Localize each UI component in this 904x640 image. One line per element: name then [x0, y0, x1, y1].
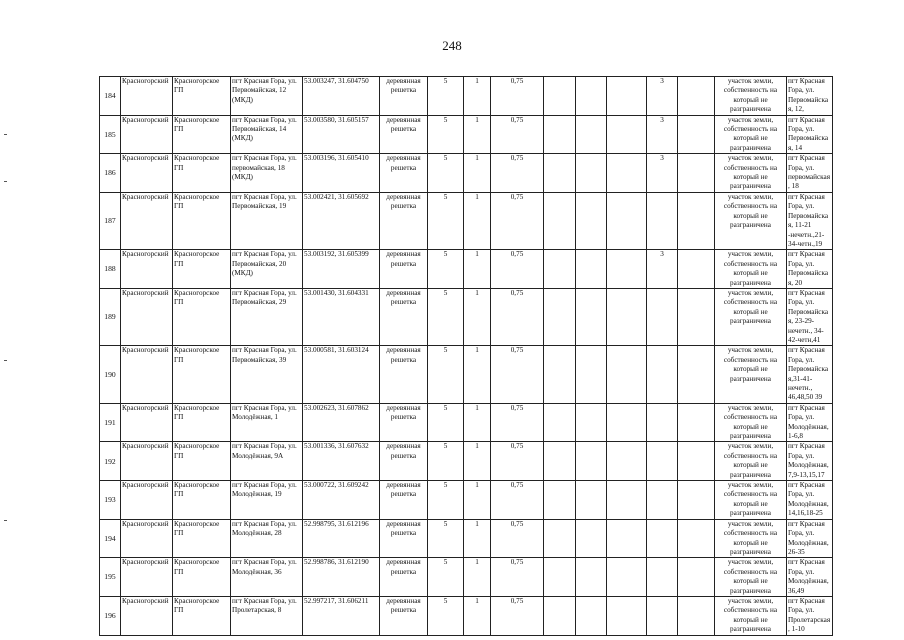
coordinates-cell: 53.001430, 31.604331 — [303, 288, 380, 345]
container-count-cell: 1 — [464, 154, 491, 193]
container-volume-cell: 0,75 — [491, 346, 544, 403]
table-row — [100, 403, 833, 442]
empty-cell — [544, 442, 576, 481]
cover-type-cell: деревянная решетка — [380, 558, 428, 597]
container-volume-cell: 0,75 — [491, 250, 544, 289]
row-number: 189 — [100, 288, 121, 345]
table-row — [100, 154, 833, 193]
land-ownership-cell: участок земли, собственность на который не разграничена — [715, 481, 787, 520]
district-cell: Красногорский — [121, 481, 173, 520]
bunker-count-cell: 3 — [647, 77, 678, 116]
table-row — [100, 346, 833, 403]
empty-cell — [607, 519, 647, 558]
table-row — [100, 481, 833, 520]
container-count-cell: 1 — [464, 115, 491, 154]
settlement-cell: Красногорское ГП — [173, 77, 231, 116]
settlement-cell: Красногорское ГП — [173, 481, 231, 520]
bunker-count-cell — [647, 192, 678, 249]
bunker-count-cell — [647, 442, 678, 481]
area-count-cell: 5 — [428, 154, 464, 193]
land-ownership-cell: участок земли, собственность на который не разграничена — [715, 250, 787, 289]
land-ownership-cell: участок земли, собственность на который не разграничена — [715, 346, 787, 403]
district-cell: Красногорский — [121, 442, 173, 481]
coordinates-cell: 53.002421, 31.605692 — [303, 192, 380, 249]
empty-cell — [576, 558, 607, 597]
area-count-cell: 5 — [428, 519, 464, 558]
container-count-cell: 1 — [464, 192, 491, 249]
container-count-cell: 1 — [464, 481, 491, 520]
cover-type-cell: деревянная решетка — [380, 250, 428, 289]
waste-source-cell: пгт Красная Гора, ул. первомайская, 18 — [787, 154, 833, 193]
cover-type-cell: деревянная решетка — [380, 596, 428, 635]
coordinates-cell: 53.003247, 31.604750 — [303, 77, 380, 116]
cover-type-cell: деревянная решетка — [380, 288, 428, 345]
empty-cell — [576, 288, 607, 345]
row-number: 193 — [100, 481, 121, 520]
container-count-cell: 1 — [464, 403, 491, 442]
empty-cell — [607, 77, 647, 116]
container-count-cell: 1 — [464, 519, 491, 558]
table-row — [100, 250, 833, 289]
empty-cell — [678, 442, 715, 481]
waste-source-cell: пгт Красная Гора, ул. Первомайская, 20 — [787, 250, 833, 289]
address-cell: пгт Красная Гора, ул. Первомайская, 12 (МКД) — [231, 77, 303, 116]
address-cell: пгт Красная Гора, ул. Первомайская, 20 (МКД) — [231, 250, 303, 289]
empty-cell — [678, 403, 715, 442]
table-row — [100, 115, 833, 154]
table-row — [100, 596, 833, 635]
land-ownership-cell: участок земли, собственность на который не разграничена — [715, 192, 787, 249]
row-number: 196 — [100, 596, 121, 635]
table-row — [100, 519, 833, 558]
address-cell: пгт Красная Гора, ул. Первомайская, 29 — [231, 288, 303, 345]
settlement-cell: Красногорское ГП — [173, 519, 231, 558]
container-count-cell: 1 — [464, 346, 491, 403]
bunker-count-cell: 3 — [647, 115, 678, 154]
empty-cell — [607, 346, 647, 403]
waste-source-cell: пгт Красная Гора, ул. Молодёжная, 1-6,8 — [787, 403, 833, 442]
container-volume-cell: 0,75 — [491, 77, 544, 116]
address-cell: пгт Красная Гора, ул. Первомайская, 39 — [231, 346, 303, 403]
area-count-cell: 5 — [428, 403, 464, 442]
container-count-cell: 1 — [464, 442, 491, 481]
waste-source-cell: пгт Красная Гора, ул. Первомайская, 12, — [787, 77, 833, 116]
waste-source-cell: пгт Красная Гора, ул. Молодёжная, 26-35 — [787, 519, 833, 558]
area-count-cell: 5 — [428, 596, 464, 635]
waste-source-cell: пгт Красная Гора, ул. Молодёжная, 14,16,18-25 — [787, 481, 833, 520]
cover-type-cell: деревянная решетка — [380, 77, 428, 116]
empty-cell — [544, 154, 576, 193]
waste-source-cell: пгт Красная Гора, ул. Первомайская, 14 — [787, 115, 833, 154]
margin-mark — [4, 134, 7, 135]
bunker-count-cell — [647, 558, 678, 597]
land-ownership-cell: участок земли, собственность на который не разграничена — [715, 442, 787, 481]
row-number: 184 — [100, 77, 121, 116]
empty-cell — [544, 403, 576, 442]
address-cell: пгт Красная Гора, ул. Первомайская, 19 — [231, 192, 303, 249]
cover-type-cell: деревянная решетка — [380, 519, 428, 558]
empty-cell — [544, 192, 576, 249]
bunker-count-cell — [647, 346, 678, 403]
empty-cell — [607, 154, 647, 193]
cover-type-cell: деревянная решетка — [380, 154, 428, 193]
registry-table — [99, 76, 833, 636]
container-volume-cell: 0,75 — [491, 115, 544, 154]
land-ownership-cell: участок земли, собственность на который не разграничена — [715, 154, 787, 193]
empty-cell — [576, 596, 607, 635]
cover-type-cell: деревянная решетка — [380, 115, 428, 154]
cover-type-cell: деревянная решетка — [380, 442, 428, 481]
cover-type-cell: деревянная решетка — [380, 192, 428, 249]
empty-cell — [678, 192, 715, 249]
district-cell: Красногорский — [121, 154, 173, 193]
row-number: 194 — [100, 519, 121, 558]
settlement-cell: Красногорское ГП — [173, 403, 231, 442]
settlement-cell: Красногорское ГП — [173, 442, 231, 481]
waste-source-cell: пгт Красная Гора, ул. Пролетарская, 1-10 — [787, 596, 833, 635]
district-cell: Красногорский — [121, 250, 173, 289]
container-volume-cell: 0,75 — [491, 192, 544, 249]
row-number: 186 — [100, 154, 121, 193]
coordinates-cell: 53.000722, 31.609242 — [303, 481, 380, 520]
empty-cell — [576, 115, 607, 154]
container-volume-cell: 0,75 — [491, 558, 544, 597]
land-ownership-cell: участок земли, собственность на который не разграничена — [715, 77, 787, 116]
settlement-cell: Красногорское ГП — [173, 346, 231, 403]
address-cell: пгт Красная Гора, ул. Молодёжная, 19 — [231, 481, 303, 520]
district-cell: Красногорский — [121, 192, 173, 249]
cover-type-cell: деревянная решетка — [380, 403, 428, 442]
area-count-cell: 5 — [428, 558, 464, 597]
waste-source-cell: пгт Красная Гора, ул. Первомайская,31-41-нечетн., 46,48,50 39 — [787, 346, 833, 403]
empty-cell — [607, 403, 647, 442]
empty-cell — [607, 115, 647, 154]
area-count-cell: 5 — [428, 442, 464, 481]
empty-cell — [576, 403, 607, 442]
land-ownership-cell: участок земли, собственность на который не разграничена — [715, 558, 787, 597]
coordinates-cell: 52.998786, 31.612190 — [303, 558, 380, 597]
empty-cell — [607, 596, 647, 635]
coordinates-cell: 53.003192, 31.605399 — [303, 250, 380, 289]
district-cell: Красногорский — [121, 115, 173, 154]
container-count-cell: 1 — [464, 77, 491, 116]
district-cell: Красногорский — [121, 403, 173, 442]
empty-cell — [678, 288, 715, 345]
row-number: 195 — [100, 558, 121, 597]
bunker-count-cell — [647, 288, 678, 345]
coordinates-cell: 53.001336, 31.607632 — [303, 442, 380, 481]
table-row — [100, 558, 833, 597]
waste-source-cell: пгт Красная Гора, ул. Первомайская, 11-21 -нечетн.,21-34-четн.,19 — [787, 192, 833, 249]
land-ownership-cell: участок земли, собственность на который не разграничена — [715, 403, 787, 442]
empty-cell — [544, 558, 576, 597]
table-row — [100, 77, 833, 116]
container-count-cell: 1 — [464, 288, 491, 345]
settlement-cell: Красногорское ГП — [173, 250, 231, 289]
area-count-cell: 5 — [428, 192, 464, 249]
empty-cell — [678, 77, 715, 116]
container-volume-cell: 0,75 — [491, 154, 544, 193]
empty-cell — [544, 481, 576, 520]
container-count-cell: 1 — [464, 596, 491, 635]
district-cell: Красногорский — [121, 346, 173, 403]
district-cell: Красногорский — [121, 596, 173, 635]
district-cell: Красногорский — [121, 77, 173, 116]
empty-cell — [607, 558, 647, 597]
coordinates-cell: 52.997217, 31.606211 — [303, 596, 380, 635]
empty-cell — [544, 250, 576, 289]
container-count-cell: 1 — [464, 250, 491, 289]
district-cell: Красногорский — [121, 558, 173, 597]
settlement-cell: Красногорское ГП — [173, 288, 231, 345]
land-ownership-cell: участок земли, собственность на который не разграничена — [715, 596, 787, 635]
land-ownership-cell: участок земли, собственность на который не разграничена — [715, 288, 787, 345]
bunker-count-cell — [647, 481, 678, 520]
bunker-count-cell — [647, 403, 678, 442]
area-count-cell: 5 — [428, 115, 464, 154]
coordinates-cell: 53.003196, 31.605410 — [303, 154, 380, 193]
land-ownership-cell: участок земли, собственность на который не разграничена — [715, 519, 787, 558]
container-volume-cell: 0,75 — [491, 481, 544, 520]
empty-cell — [576, 519, 607, 558]
container-volume-cell: 0,75 — [491, 403, 544, 442]
settlement-cell: Красногорское ГП — [173, 558, 231, 597]
settlement-cell: Красногорское ГП — [173, 596, 231, 635]
address-cell: пгт Красная Гора, ул. Молодёжная, 36 — [231, 558, 303, 597]
empty-cell — [576, 192, 607, 249]
margin-mark — [4, 181, 7, 182]
margin-mark — [4, 520, 7, 521]
row-number: 192 — [100, 442, 121, 481]
empty-cell — [544, 519, 576, 558]
waste-source-cell: пгт Красная Гора, ул. Молодёжная, 7,9-13,15,17 — [787, 442, 833, 481]
empty-cell — [607, 288, 647, 345]
settlement-cell: Красногорское ГП — [173, 192, 231, 249]
empty-cell — [576, 250, 607, 289]
container-volume-cell: 0,75 — [491, 519, 544, 558]
empty-cell — [678, 250, 715, 289]
empty-cell — [544, 346, 576, 403]
area-count-cell: 5 — [428, 288, 464, 345]
area-count-cell: 5 — [428, 481, 464, 520]
container-volume-cell: 0,75 — [491, 596, 544, 635]
address-cell: пгт Красная Гора, ул. Молодёжная, 28 — [231, 519, 303, 558]
empty-cell — [544, 115, 576, 154]
empty-cell — [576, 77, 607, 116]
table-row — [100, 288, 833, 345]
address-cell: пгт Красная Гора, ул. первомайская, 18 (МКД) — [231, 154, 303, 193]
container-count-cell: 1 — [464, 558, 491, 597]
empty-cell — [607, 192, 647, 249]
empty-cell — [678, 519, 715, 558]
container-volume-cell: 0,75 — [491, 442, 544, 481]
page-number: 248 — [442, 38, 462, 53]
empty-cell — [607, 250, 647, 289]
row-number: 185 — [100, 115, 121, 154]
empty-cell — [576, 442, 607, 481]
address-cell: пгт Красная Гора, ул. Пролетарская, 8 — [231, 596, 303, 635]
empty-cell — [544, 596, 576, 635]
row-number: 187 — [100, 192, 121, 249]
empty-cell — [576, 481, 607, 520]
empty-cell — [678, 481, 715, 520]
coordinates-cell: 53.000581, 31.603124 — [303, 346, 380, 403]
coordinates-cell: 52.998795, 31.612196 — [303, 519, 380, 558]
empty-cell — [678, 596, 715, 635]
empty-cell — [544, 77, 576, 116]
empty-cell — [678, 346, 715, 403]
empty-cell — [678, 154, 715, 193]
empty-cell — [607, 481, 647, 520]
area-count-cell: 5 — [428, 77, 464, 116]
empty-cell — [544, 288, 576, 345]
margin-mark — [4, 360, 7, 361]
settlement-cell: Красногорское ГП — [173, 115, 231, 154]
district-cell: Красногорский — [121, 288, 173, 345]
address-cell: пгт Красная Гора, ул. Молодёжная, 1 — [231, 403, 303, 442]
land-ownership-cell: участок земли, собственность на который не разграничена — [715, 115, 787, 154]
coordinates-cell: 53.003580, 31.605157 — [303, 115, 380, 154]
district-cell: Красногорский — [121, 519, 173, 558]
bunker-count-cell: 3 — [647, 154, 678, 193]
cover-type-cell: деревянная решетка — [380, 481, 428, 520]
coordinates-cell: 53.002623, 31.607862 — [303, 403, 380, 442]
registry-rows — [100, 77, 833, 636]
bunker-count-cell — [647, 596, 678, 635]
container-volume-cell: 0,75 — [491, 288, 544, 345]
table-row — [100, 442, 833, 481]
table-row — [100, 192, 833, 249]
empty-cell — [576, 346, 607, 403]
address-cell: пгт Красная Гора, ул. Первомайская, 14 (МКД) — [231, 115, 303, 154]
empty-cell — [678, 115, 715, 154]
area-count-cell: 5 — [428, 346, 464, 403]
empty-cell — [678, 558, 715, 597]
empty-cell — [607, 442, 647, 481]
bunker-count-cell: 3 — [647, 250, 678, 289]
address-cell: пгт Красная Гора, ул. Молодёжная, 9А — [231, 442, 303, 481]
settlement-cell: Красногорское ГП — [173, 154, 231, 193]
row-number: 191 — [100, 403, 121, 442]
waste-source-cell: пгт Красная Гора, ул. Молодёжная, 36,49 — [787, 558, 833, 597]
waste-source-cell: пгт Красная Гора, ул. Первомайская, 23-29-нечетн., 34-42-четн,41 — [787, 288, 833, 345]
area-count-cell: 5 — [428, 250, 464, 289]
empty-cell — [576, 154, 607, 193]
row-number: 188 — [100, 250, 121, 289]
bunker-count-cell — [647, 519, 678, 558]
row-number: 190 — [100, 346, 121, 403]
cover-type-cell: деревянная решетка — [380, 346, 428, 403]
